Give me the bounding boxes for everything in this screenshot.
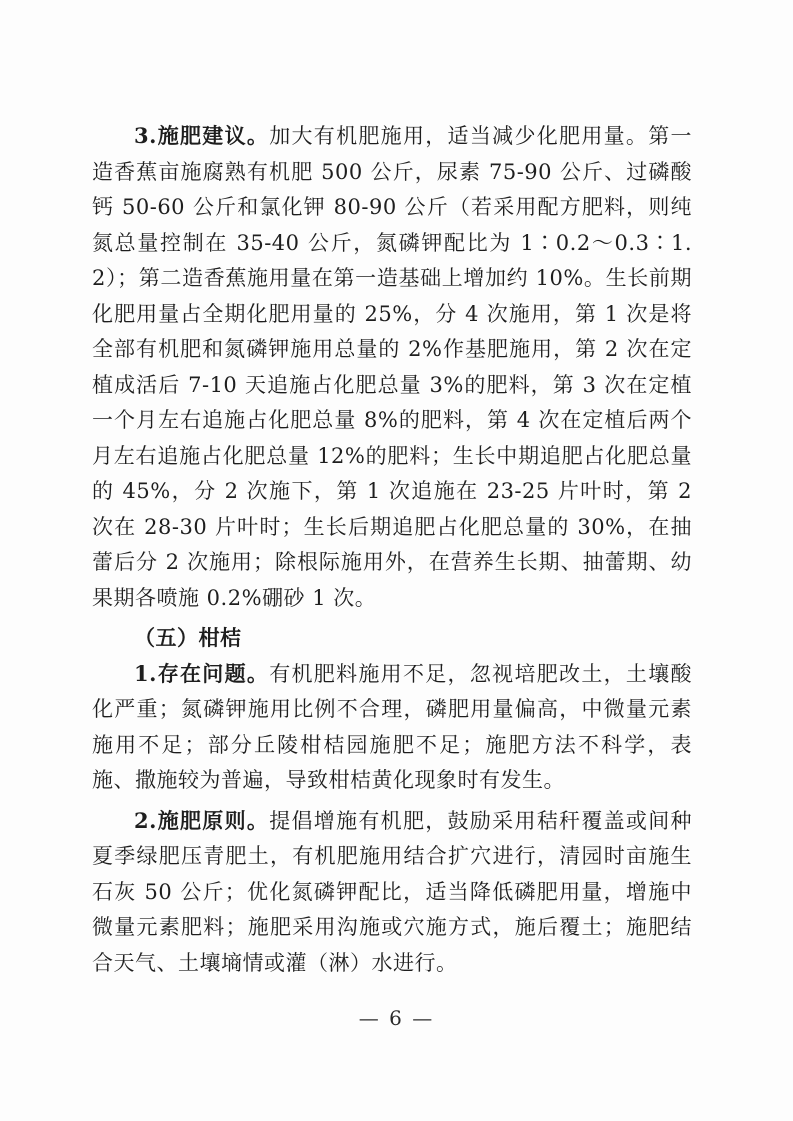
paragraph-lead: 1.存在问题。	[134, 660, 270, 686]
paragraph-body: 有机肥料施用不足，忽视培肥改土，土壤酸化严重；氮磷钾施用比例不合理，磷肥用量偏高，中微量元素施用不足；部分丘陵柑桔园施肥不足；施肥方法不科学，表施、撒施较为普遍，导致柑桔黄化现象时有发生。	[92, 661, 692, 792]
page-content	[92, 118, 692, 981]
paragraph-body: 提倡增施有机肥，鼓励采用秸秆覆盖或间种夏季绿肥压青肥土，有机肥施用结合扩穴进行，清园时亩施生石灰 50 公斤；优化氮磷钾配比，适当降低磷肥用量，增施中微量元素肥料；施肥采用沟施或穴施方式，施后覆土；施肥结合天气、土壤墒情或灌（淋）水进行。	[92, 808, 692, 975]
paragraph-lead: 3.施肥建议。	[134, 123, 270, 148]
paragraph-body: 加大有机肥施用，适当减少化肥用量。第一造香蕉亩施腐熟有机肥 500 公斤，尿素 75-90 公斤、过磷酸钙 50-60 公斤和氯化钾 80-90 公斤（若采用配方肥料，则纯氮总量控制在 35-40 公斤，氮磷钾配比为 1∶0.2～0.3∶1.2）；第二造香蕉施用量在第一造基础上增加约 10%。生长前期化肥用量占全期化肥用量的 25%，分 4 次施用，第 1 次是将全部有机肥和氮磷钾施用总量的 2%作基肥施用，第 2 次在定植成活后 7-10 天追施占化肥总量 3%的肥料，第 3 次在定植一个月左右追施占化肥总量 8%的肥料，第 4 次在定植后两个月左右追施占化肥总量 12%的肥料；生长中期追肥占化肥总量的 45%，分 2 次施下，第 1 次追施在 23-25 片叶时，第 2 次在 28-30 片叶时；生长后期追肥占化肥总量的 30%，在抽蕾后分 2 次施用；除根际施用外，在营养生长期、抽蕾期、幼果期各喷施 0.2%硼砂 1 次。	[92, 124, 692, 610]
paragraph-fertilization-principles	[92, 803, 692, 982]
section-heading-citrus: （五）柑桔	[134, 625, 242, 650]
paragraph-lead: 2.施肥原则。	[134, 807, 270, 833]
paragraph-fertilization-advice	[92, 118, 692, 616]
paragraph-existing-problems	[92, 656, 692, 799]
page-number: — 6 —	[358, 1006, 435, 1030]
